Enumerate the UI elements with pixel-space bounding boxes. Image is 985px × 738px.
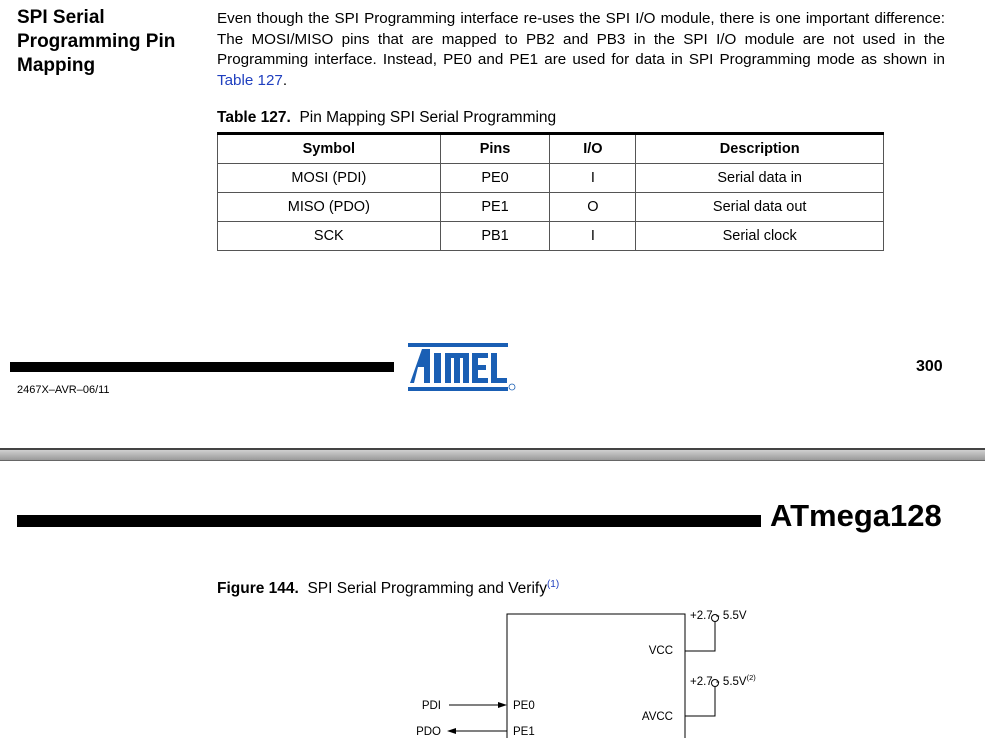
header-title: ATmega128	[770, 498, 942, 533]
pin-label-pe1: PE1	[513, 726, 535, 738]
table-caption	[217, 109, 556, 127]
cell-description: Serial data in	[636, 164, 884, 193]
cell-pins: PE0	[440, 164, 550, 193]
header-rule	[17, 515, 761, 527]
section-body	[217, 9, 945, 91]
cell-symbol: MISO (PDO)	[218, 193, 441, 222]
cell-io: O	[550, 193, 636, 222]
avcc-wire	[685, 687, 715, 716]
cell-symbol: MOSI (PDI)	[218, 164, 441, 193]
figure-caption-text: SPI Serial Programming and Verify	[307, 580, 547, 598]
figure-caption-label: Figure 144.	[217, 580, 299, 598]
document-id: 2467X–AVR–06/11	[17, 384, 110, 396]
cell-description: Serial clock	[636, 222, 884, 251]
signal-label-pdi: PDI	[421, 700, 441, 712]
page-divider-bottom	[0, 460, 985, 461]
pin-label-vcc: VCC	[648, 645, 673, 657]
registered-mark-icon	[509, 384, 515, 390]
column-header-symbol: Symbol	[218, 134, 441, 164]
body-text-start: Even though the SPI Programming interface re-uses the SPI I/O module, there is one important difference: The MOSI/MISO pins that are mapped to PB2 and PB3 in the SPI I/O module are not used in the Programming interface. Instead, PE0 and PE1 are used for data in SPI Programming mode as shown in	[217, 10, 945, 68]
table-row	[218, 222, 884, 251]
signal-label-pdo: PDO	[416, 726, 441, 738]
pdo-arrow-icon	[447, 728, 456, 734]
figure-footnote-link[interactable]: (1)	[546, 579, 560, 590]
column-header-io: I/O	[550, 134, 636, 164]
pdi-arrow-icon	[498, 702, 507, 708]
table-header-row	[218, 134, 884, 164]
atmel-logo	[408, 343, 516, 391]
supply-label-avcc-text: +2.7 - 5.5V	[690, 676, 747, 688]
page-number: 300	[916, 358, 943, 375]
supply-label-vcc: +2.7 - 5.5V	[690, 610, 747, 622]
section-heading: SPI Serial Programming Pin Mapping	[17, 7, 176, 76]
body-text-end: .	[282, 71, 288, 89]
pin-label-avcc: AVCC	[641, 711, 673, 723]
spi-programming-circuit	[380, 605, 800, 738]
supply-label-avcc	[690, 673, 756, 688]
footer-rule	[10, 362, 394, 372]
page-divider	[0, 450, 985, 460]
column-header-description: Description	[636, 134, 884, 164]
cell-pins: PE1	[440, 193, 550, 222]
table-caption-text: Pin Mapping SPI Serial Programming	[299, 109, 557, 126]
supply-label-avcc-note: (2)	[746, 673, 756, 682]
table-row	[218, 164, 884, 193]
cell-pins: PB1	[440, 222, 550, 251]
vcc-wire	[685, 622, 715, 651]
cell-io: I	[550, 164, 636, 193]
cell-symbol: SCK	[218, 222, 441, 251]
pin-label-pe0: PE0	[513, 700, 535, 712]
pin-mapping-table	[217, 132, 884, 251]
table-caption-label: Table 127.	[217, 109, 291, 126]
cell-io: I	[550, 222, 636, 251]
figure-caption	[217, 579, 559, 598]
table-row	[218, 193, 884, 222]
column-header-pins: Pins	[440, 134, 550, 164]
cell-description: Serial data out	[636, 193, 884, 222]
table-127-link[interactable]: Table 127	[217, 71, 283, 89]
